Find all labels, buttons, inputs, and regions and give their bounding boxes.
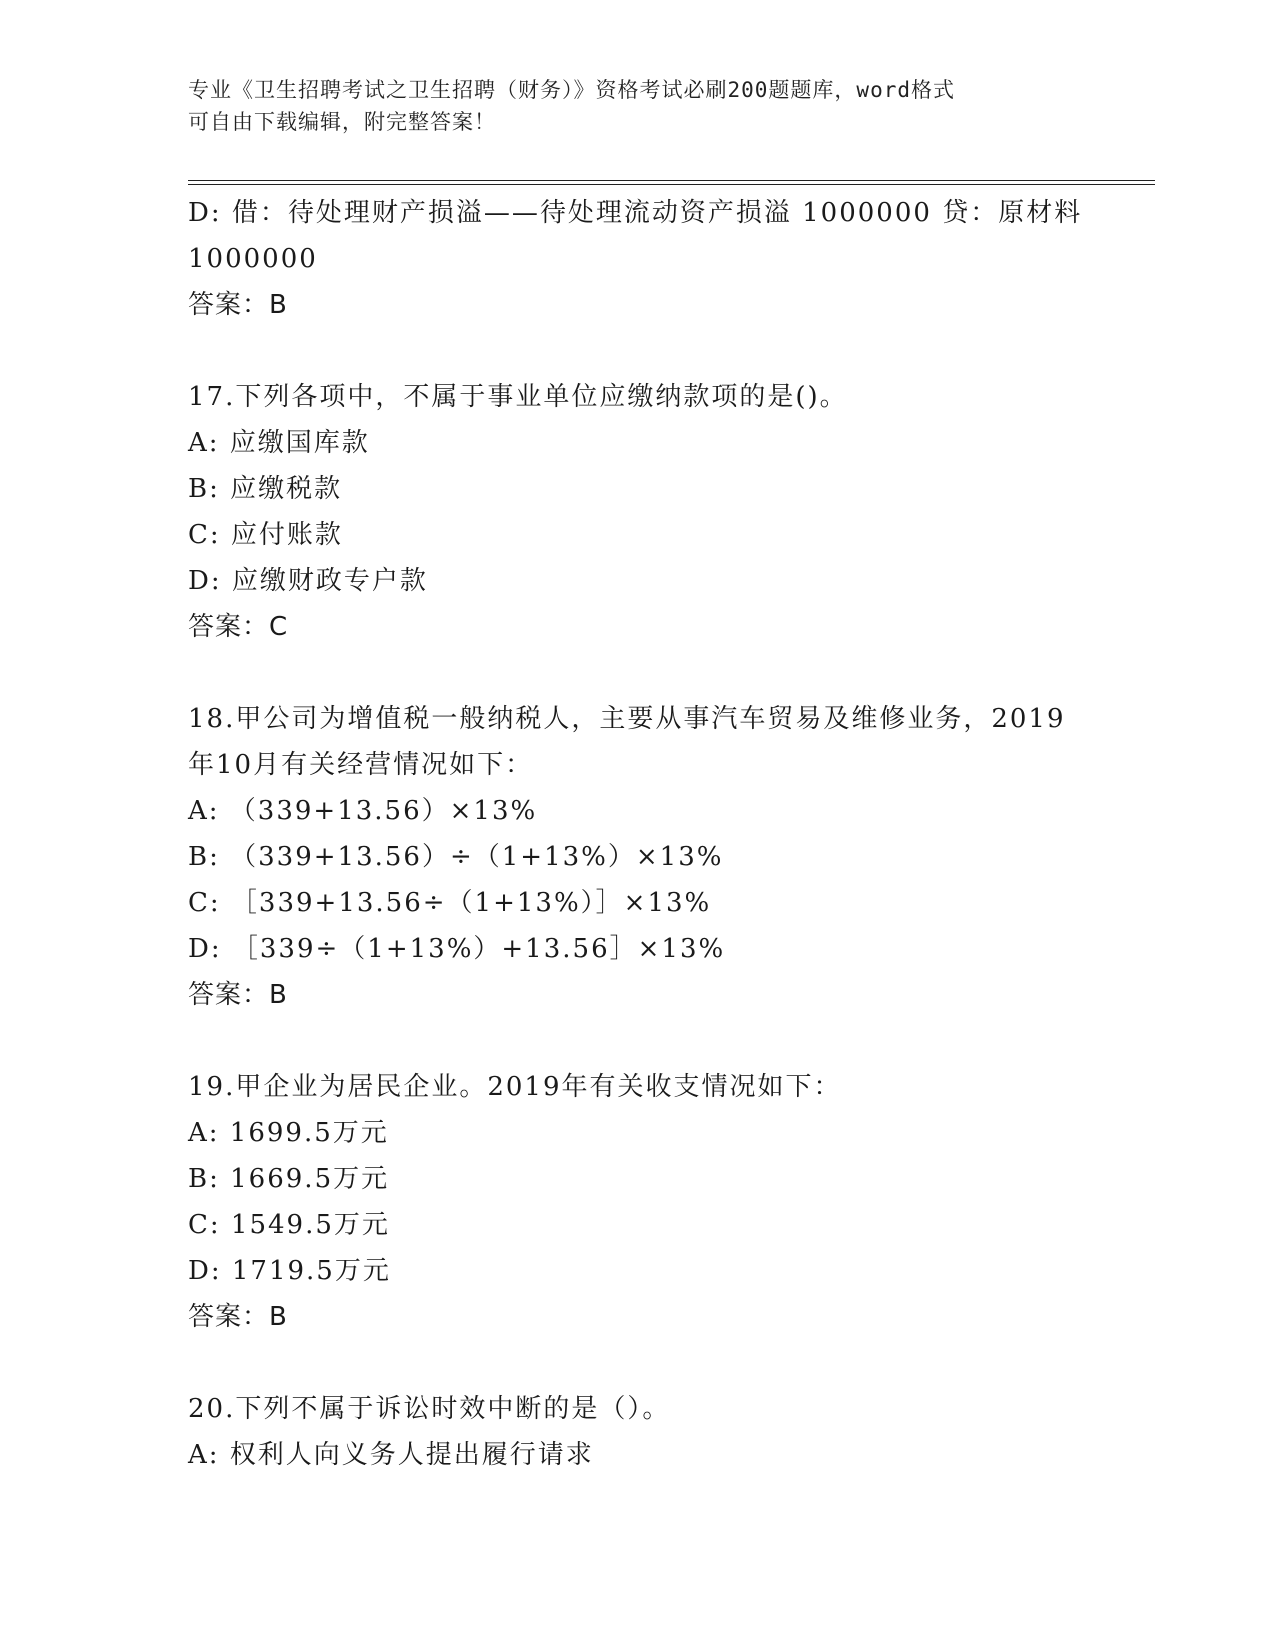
spacer [188,1018,1108,1064]
question-17 [188,374,1108,650]
option-d: D: 1719.5万元 [188,1256,391,1286]
question-19 [188,1064,1108,1340]
option-a: A: 1699.5万元 [188,1118,389,1148]
option-d: D: 借：待处理财产损溢——待处理流动资产损溢 1000000 贷：原材料 [188,198,1083,228]
question-18 [188,696,1108,1018]
option-a: A: 权利人向义务人提出履行请求 [188,1440,594,1470]
header-line-2: 可自由下载编辑，附完整答案！ [188,110,496,134]
header-divider-bottom [188,184,1155,185]
option-d: D: 应缴财政专户款 [188,566,428,596]
answer-text: 答案：B [188,1302,288,1332]
header-divider-top [188,180,1155,181]
option-d-continued: 1000000 [188,244,318,274]
option-d: D: ［339÷（1+13%）+13.56］×13% [188,934,726,964]
header-line-1: 专业《卫生招聘考试之卫生招聘（财务）》资格考试必刷200题题库，word格式 [188,78,955,102]
question-16-continued [188,190,1108,328]
option-c: C: 1549.5万元 [188,1210,390,1240]
question-text: 20.下列不属于诉讼时效中断的是（）。 [188,1394,671,1424]
option-a: A: 应缴国库款 [188,428,370,458]
document-body [188,190,1108,1478]
question-20 [188,1386,1108,1478]
option-a: A: （339+13.56）×13% [188,796,538,826]
spacer [188,650,1108,696]
question-text: 19.甲企业为居民企业。2019年有关收支情况如下： [188,1072,842,1102]
question-text-continued: 年10月有关经营情况如下： [188,750,534,780]
spacer [188,1340,1108,1386]
option-c: C: 应付账款 [188,520,343,550]
answer-text: 答案：B [188,290,288,320]
question-text: 17.下列各项中，不属于事业单位应缴纳款项的是()。 [188,382,848,412]
option-b: B: 应缴税款 [188,474,343,504]
answer-text: 答案：B [188,980,288,1010]
answer-text: 答案：C [188,612,289,642]
question-text: 18.甲公司为增值税一般纳税人，主要从事汽车贸易及维修业务，2019 [188,704,1066,734]
option-b: B: 1669.5万元 [188,1164,390,1194]
spacer [188,328,1108,374]
option-b: B: （339+13.56）÷（1+13%）×13% [188,842,724,872]
document-header [188,74,1088,138]
option-c: C: ［339+13.56÷（1+13%）］×13% [188,888,712,918]
